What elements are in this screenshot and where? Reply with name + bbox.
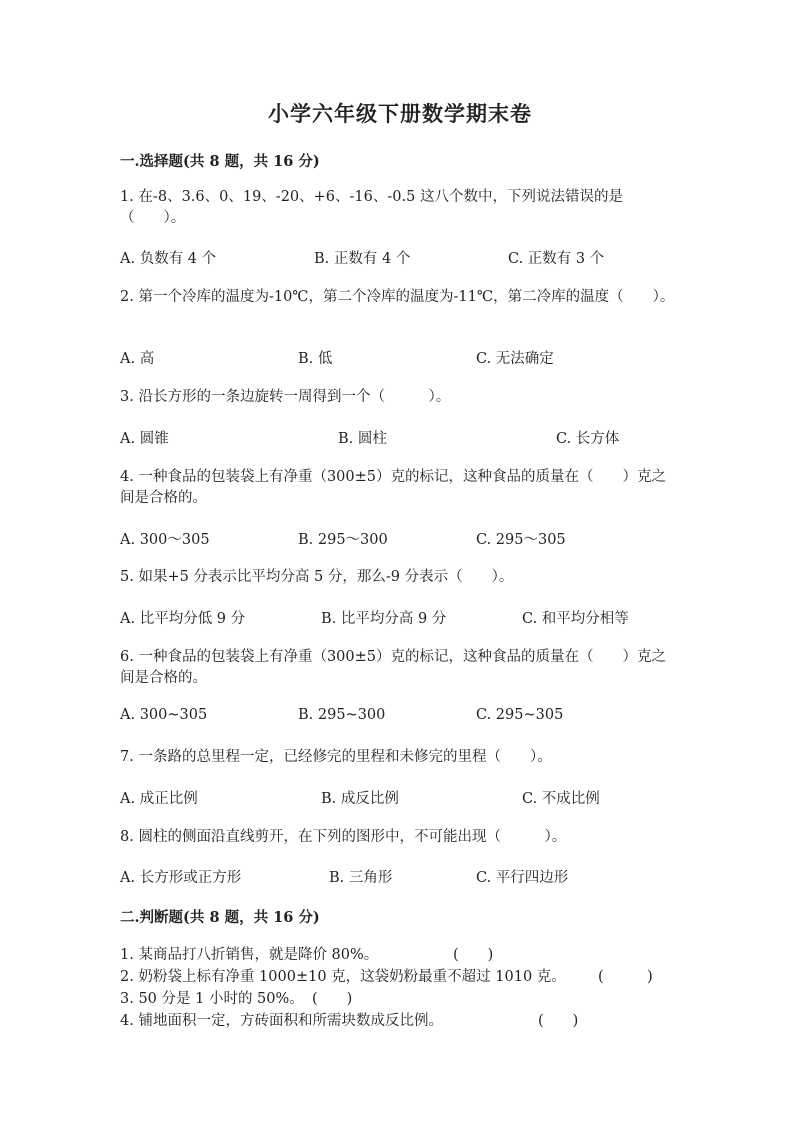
question-2-options bbox=[120, 347, 680, 369]
question-6-options bbox=[120, 707, 680, 729]
question-6: 6. 一种食品的包装袋上有净重（300±5）克的标记，这种食品的质量在（ ）克之间是合格的。 bbox=[120, 649, 666, 686]
option-c[interactable]: C. 295～305 bbox=[476, 532, 566, 548]
option-c[interactable]: C. 正数有 3 个 bbox=[508, 251, 605, 267]
question-7-options bbox=[120, 787, 680, 809]
judge-text: 2. 奶粉袋上标有净重 1000±10 克，这袋奶粉最重不超过 1010 克。 bbox=[120, 969, 566, 985]
judge-item bbox=[120, 1010, 680, 1032]
question-4-options bbox=[120, 528, 680, 550]
answer-paren[interactable]: ( ) bbox=[538, 1013, 579, 1029]
judge-item bbox=[120, 966, 680, 988]
option-c[interactable]: C. 平行四边形 bbox=[476, 870, 569, 886]
question-3: 3. 沿长方形的一条边旋转一周得到一个（ ）。 bbox=[120, 389, 451, 405]
question-5-options bbox=[120, 607, 680, 629]
option-a[interactable]: A. 高 bbox=[120, 351, 155, 367]
judge-list bbox=[120, 944, 680, 1032]
option-c[interactable]: C. 无法确定 bbox=[476, 351, 554, 367]
judge-text: 1. 某商品打八折销售，就是降价 80%。 bbox=[120, 947, 379, 963]
question-2: 2. 第一个冷库的温度为-10℃，第二个冷库的温度为-11℃，第二冷库的温度（ ）。 bbox=[120, 289, 675, 305]
option-c[interactable]: C. 和平均分相等 bbox=[522, 611, 629, 627]
judge-text: 4. 铺地面积一定，方砖面积和所需块数成反比例。 bbox=[120, 1013, 443, 1029]
option-b[interactable]: B. 低 bbox=[298, 351, 333, 367]
answer-paren[interactable]: ( ) bbox=[598, 969, 653, 985]
option-b[interactable]: B. 圆柱 bbox=[338, 431, 387, 447]
question-8-options bbox=[120, 866, 680, 888]
question-5: 5. 如果+5 分表示比平均分高 5 分，那么-9 分表示（ ）。 bbox=[120, 569, 514, 585]
page-title: 小学六年级下册数学期末卷 bbox=[268, 101, 532, 126]
option-b[interactable]: B. 三角形 bbox=[329, 870, 393, 886]
option-b[interactable]: B. 295~300 bbox=[298, 707, 386, 723]
answer-paren[interactable]: ( ) bbox=[312, 991, 353, 1007]
option-c[interactable]: C. 295~305 bbox=[476, 707, 564, 723]
option-a[interactable]: A. 比平均分低 9 分 bbox=[120, 611, 246, 627]
question-7: 7. 一条路的总里程一定，已经修完的里程和未修完的里程（ ）。 bbox=[120, 749, 552, 765]
option-a[interactable]: A. 负数有 4 个 bbox=[120, 251, 217, 267]
option-c[interactable]: C. 不成比例 bbox=[522, 791, 600, 807]
question-3-options bbox=[120, 427, 680, 449]
judge-item bbox=[120, 988, 680, 1010]
question-8: 8. 圆柱的侧面沿直线剪开，在下列的图形中，不可能出现（ ）。 bbox=[120, 829, 567, 845]
section-heading-judge: 二.判断题(共 8 题，共 16 分) bbox=[120, 909, 320, 926]
question-1-options bbox=[120, 247, 680, 269]
option-a[interactable]: A. 长方形或正方形 bbox=[120, 870, 242, 886]
option-b[interactable]: B. 成反比例 bbox=[321, 791, 399, 807]
option-b[interactable]: B. 比平均分高 9 分 bbox=[321, 611, 447, 627]
question-4: 4. 一种食品的包装袋上有净重（300±5）克的标记，这种食品的质量在（ ）克之间是合格的。 bbox=[120, 469, 666, 506]
option-b[interactable]: B. 295～300 bbox=[298, 532, 388, 548]
option-c[interactable]: C. 长方体 bbox=[556, 431, 620, 447]
section-heading-choice: 一.选择题(共 8 题，共 16 分) bbox=[120, 153, 320, 170]
answer-paren[interactable]: ( ) bbox=[453, 947, 494, 963]
question-1: 1. 在-8、3.6、0、19、-20、+6、-16、-0.5 这八个数中，下列说法错误的是（ ）。 bbox=[120, 189, 623, 226]
judge-item bbox=[120, 944, 680, 966]
option-b[interactable]: B. 正数有 4 个 bbox=[314, 251, 411, 267]
option-a[interactable]: A. 成正比例 bbox=[120, 791, 198, 807]
judge-text: 3. 50 分是 1 小时的 50%。 bbox=[120, 991, 304, 1007]
option-a[interactable]: A. 300～305 bbox=[120, 532, 210, 548]
option-a[interactable]: A. 圆锥 bbox=[120, 431, 169, 447]
option-a[interactable]: A. 300~305 bbox=[120, 707, 208, 723]
